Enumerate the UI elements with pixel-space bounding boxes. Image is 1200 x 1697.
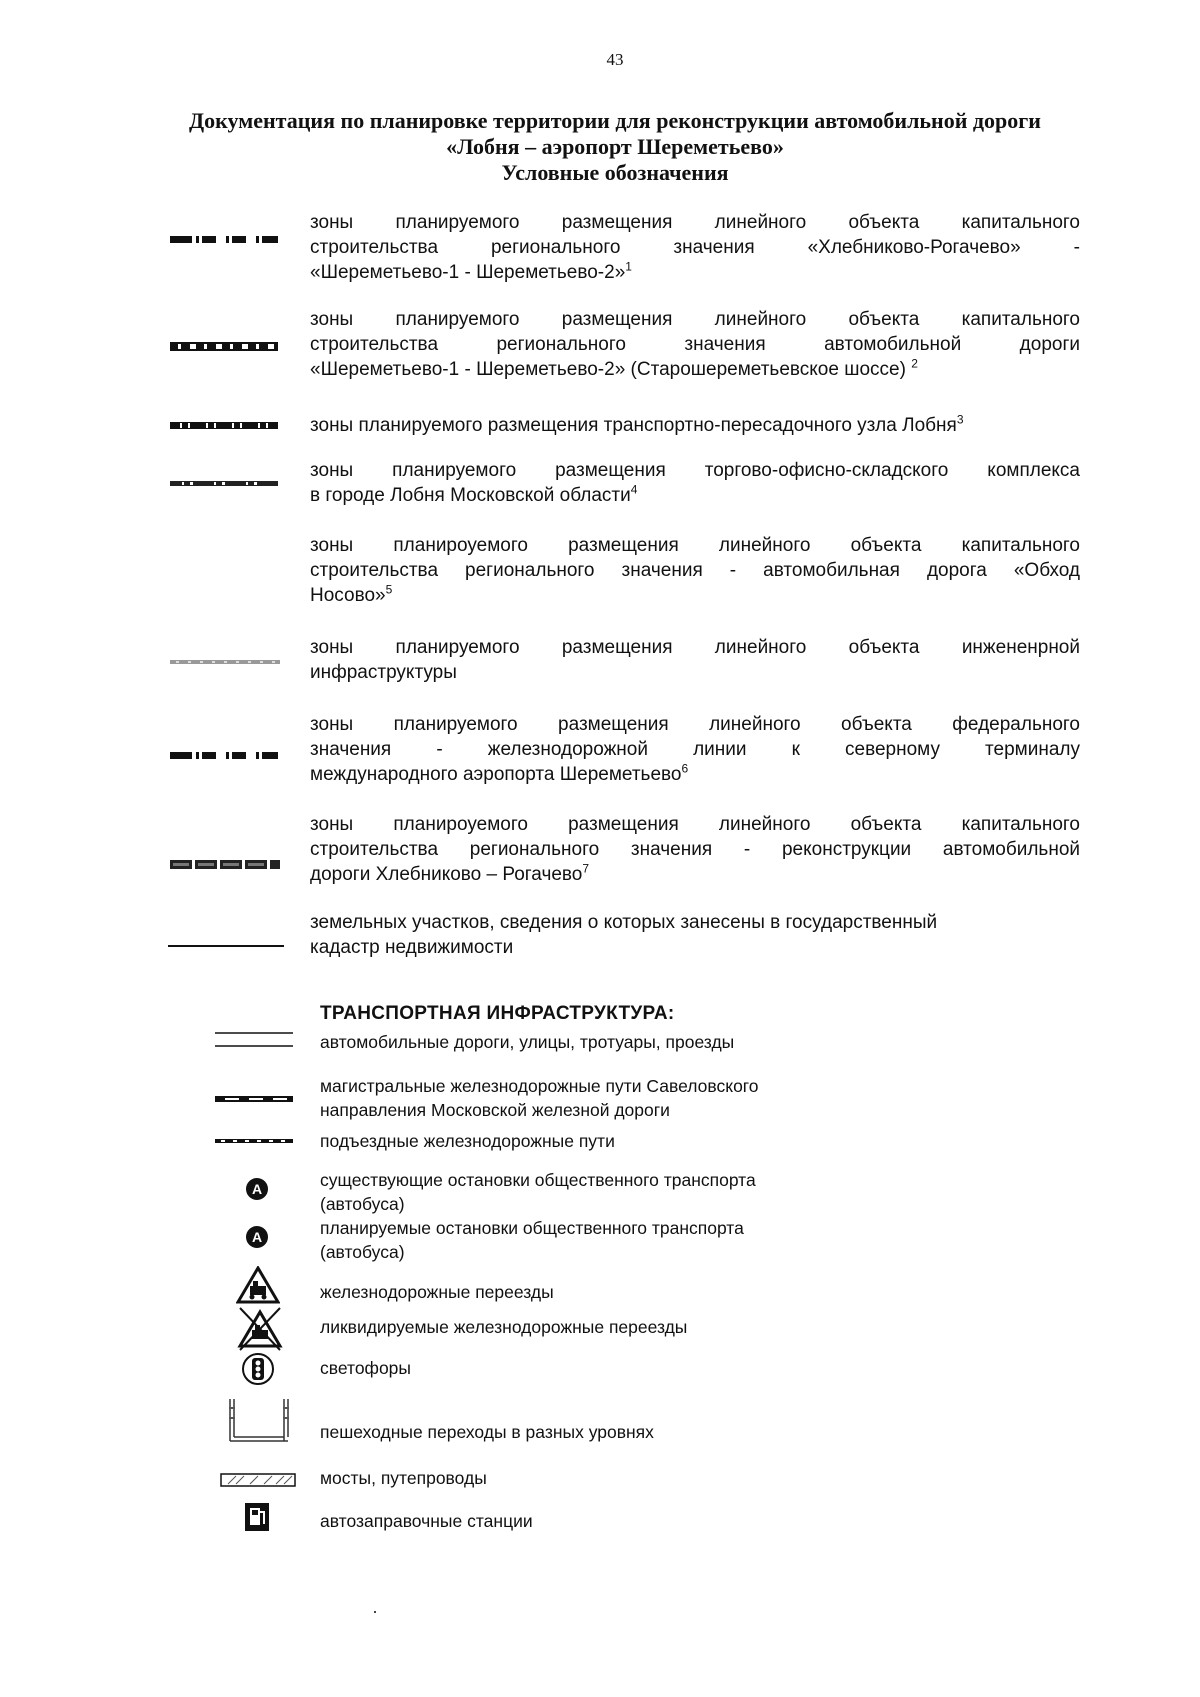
transport-infrastructure-heading: ТРАНСПОРТНАЯ ИНФРАСТРУКТУРА: xyxy=(320,1003,675,1024)
transport-item-pedestrian-crossings: пешеходные переходы в разных уровнях xyxy=(320,1422,654,1442)
header-road-name: «Лобня – аэропорт Шереметьево» xyxy=(446,134,784,159)
symbol-lobnya-transport-hub-zone xyxy=(170,420,280,432)
page-number: 43 xyxy=(606,50,624,69)
railway-crossing-icon xyxy=(236,1266,280,1304)
mainline-railway-icon xyxy=(215,1094,293,1106)
symbol-khlebnikovo-sheremetyevo-zone xyxy=(170,234,280,246)
legend-entry-2: зоны планируемого размещения линейного объекта капитального строительства регионального значения автомобильной дороги «Шереметьево-1 - Шереметьево-2» (Старошереметьевское шоссе) $^2$ xyxy=(310,309,1080,380)
road-line-icon xyxy=(215,1031,293,1049)
transport-item-roads: автомобильные дороги, улицы, тротуары, проезды xyxy=(320,1032,735,1052)
pedestrian-grade-separated-icon xyxy=(226,1397,292,1447)
symbol-commercial-complex-zone xyxy=(170,479,280,489)
transport-item-liquidated-crossings: ликвидируемые железнодорожные переезды xyxy=(320,1317,688,1337)
symbol-road-reconstruction-zone xyxy=(170,859,282,871)
transport-item-traffic-lights: светофоры xyxy=(320,1358,411,1378)
bridge-icon xyxy=(220,1472,296,1488)
fuel-station-icon xyxy=(244,1502,270,1532)
symbol-old-sheremetyevo-highway-zone xyxy=(170,341,280,353)
legend-entry-5: зоны планироуемого размещения линейного объекта капитального строительства регионального значения - автомобильная дорога «Обход Носово»$^5$ xyxy=(310,535,1080,606)
symbol-federal-railway-zone xyxy=(170,750,280,762)
legend-entry-4: зоны планируемого размещения торгово-офисно-складского комплекса в городе Лобня Московской области$^4$ xyxy=(310,460,1080,506)
transport-item-siding-railway: подъездные железнодорожные пути xyxy=(320,1131,615,1151)
transport-item-existing-bus-stops: существующие остановки общественного транспорта (автобуса) xyxy=(320,1170,756,1214)
legend-entry-6: зоны планируемого размещения линейного объекта инжененрной инфраструктуры xyxy=(310,637,1080,683)
traffic-light-icon xyxy=(240,1351,276,1387)
header-title: Документация по планировке территории для реконструкции автомобильной дороги xyxy=(189,108,1041,133)
legend-entry-9: земельных участков, сведения о которых занесены в государственный кадастр недвижимости xyxy=(310,912,938,958)
siding-railway-icon xyxy=(215,1137,293,1145)
scan-dot xyxy=(374,1611,376,1613)
legend-entry-1: зоны планируемого размещения линейного объекта капитального строительства регионального значения «Хлебниково-Рогачево» - «Шереметьево-1 - Шереметьево-2»$^1$ xyxy=(310,212,1080,283)
transport-item-bridges: мосты, путепроводы xyxy=(320,1468,487,1488)
bus-stop-planned-icon: A xyxy=(246,1226,268,1248)
transport-item-railway-crossings: железнодорожные переезды xyxy=(320,1282,554,1302)
legend-entry-8: зоны планироуемого размещения линейного объекта капитального строительства регионального значения - реконструкции автомобильной дороги Хлебниково – Рогачево$^7$ xyxy=(310,814,1080,885)
legend-entry-7: зоны планируемого размещения линейного объекта федерального значения - железнодорожной линии к северному терминалу международного аэропорта Шереметьево$^6$ xyxy=(310,714,1080,785)
transport-item-planned-bus-stops: планируемые остановки общественного транспорта (автобуса) xyxy=(320,1218,744,1262)
symbol-engineering-infrastructure-zone xyxy=(170,658,282,666)
bus-stop-existing-icon: A xyxy=(246,1178,268,1200)
crossed-railway-crossing-icon xyxy=(236,1306,284,1352)
transport-item-mainline-railway: магистральные железнодорожные пути Савеловского направления Московской железной дороги xyxy=(320,1076,759,1120)
symbol-cadastre-land-plots xyxy=(168,944,284,948)
document-header xyxy=(100,108,1130,186)
transport-item-fuel-stations: автозаправочные станции xyxy=(320,1511,533,1531)
legend-entry-3: зоны планируемого размещения транспортно-пересадочного узла Лобня$^3$ xyxy=(310,412,964,436)
header-legend-title: Условные обозначения xyxy=(501,160,729,185)
